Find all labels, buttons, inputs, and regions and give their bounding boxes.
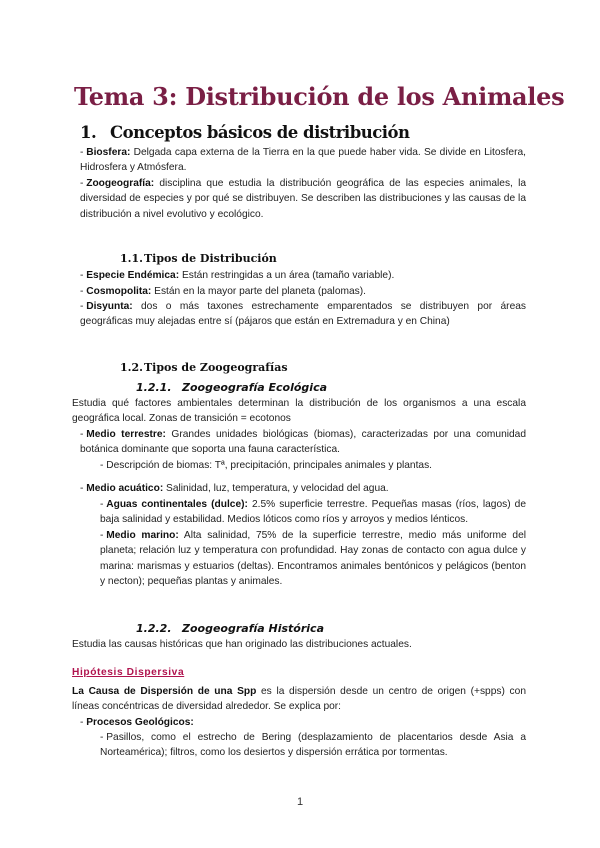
- medio-marino-subitem: - Medio marino: Alta salinidad, 75% de la superficie terrestre, medio más uniforme del planeta; relación luz y temperatura con profundidad. Hay zonas de contacto con agua dulce y marina: marismas y estuarios (deltas). Encontramos animales bentónicos y pelágicos (benton y necton); pequeñas plantas y animales.: [100, 530, 526, 587]
- section-1-2-2-heading: [136, 622, 324, 635]
- term: Medio acuático:: [86, 483, 164, 494]
- definition: Están restringidas a un área (tamaño variable).: [179, 270, 395, 281]
- term: Aguas continentales (dulce):: [106, 499, 248, 510]
- term: Disyunta:: [86, 301, 133, 312]
- definition: disciplina que estudia la distribución geográfica de las especies animales, la diversidad de especies y por qué se distribuyen. Se describen las distribuciones y las causas de la distribución a nivel evolutivo y ecológico.: [80, 178, 526, 220]
- biomas-subitem: - Descripción de biomas: Tª, precipitación, principales animales y plantas.: [100, 460, 433, 471]
- medio-acuatico-item: - Medio acuático: Salinidad, luz, temperatura, y velocidad del agua.: [80, 483, 389, 494]
- section-number: 1.2.2.: [136, 622, 172, 635]
- term: Medio terrestre:: [86, 429, 166, 440]
- aguas-continentales-subitem: - Aguas continentales (dulce): 2.5% superficie terrestre. Pequeñas masas (ríos, lagos) de baja salinidad y estabilidad. Medios lóticos como ríos y arroyos y medios lénticos.: [100, 499, 526, 526]
- term: Especie Endémica:: [86, 270, 180, 281]
- section-1-2-heading: [120, 361, 288, 374]
- section-number: 1.2.: [120, 361, 143, 374]
- page-number: 1: [296, 796, 304, 808]
- section-1-2-1-heading: [136, 381, 327, 394]
- page-title: Tema 3: Distribución de los Animales: [74, 82, 565, 111]
- definition: es la dispersión desde un centro de origen (+spps) con líneas concéntricas de diversidad alrededor. Se explica por:: [72, 686, 526, 713]
- hipotesis-dispersiva-heading: Hipótesis Dispersiva: [72, 667, 185, 678]
- cosmopolita-item: - Cosmopolita: Están en la mayor parte del planeta (palomas).: [80, 286, 366, 297]
- definition: dos o más taxones estrechamente emparentados se distribuyen por áreas geográficas muy alejadas entre sí (pájaros que están en Extremadura y en China): [80, 301, 526, 328]
- biosfera-item: - Biosfera: Delgada capa externa de la Tierra en la que puede haber vida. Se divide en Litosfera, Hidrosfera y Atmósfera.: [80, 147, 526, 174]
- section-1-heading: [80, 123, 410, 142]
- term: Cosmopolita:: [86, 286, 152, 297]
- term: Biosfera:: [86, 147, 131, 158]
- section-1-number: 1.: [80, 123, 97, 142]
- hipotesis-lead: [72, 684, 526, 715]
- zoogeografia-item: - Zoogeografía: disciplina que estudia la distribución geográfica de las especies animales, la diversidad de especies y por qué se distribuyen. Se describen las distribuciones y las causas de la distribución a nivel evolutivo y ecológico.: [80, 178, 526, 220]
- definition: Pasillos, como el estrecho de Bering (desplazamiento de placentarios desde Asia a Norteamérica); filtros, como los desiertos y dispersión errática por tormentas.: [100, 732, 526, 759]
- section-1-title: Conceptos básicos de distribución: [110, 123, 410, 142]
- definition: Están en la mayor parte del planeta (palomas).: [151, 286, 366, 297]
- section-1-1-heading: [120, 252, 277, 265]
- definition: Grandes unidades biológicas (biomas), caracterizadas por una comunidad botánica dominante que soporta una fauna característica.: [80, 429, 527, 456]
- section-title: Zoogeografía Histórica: [182, 622, 324, 635]
- section-title: Tipos de Zoogeografías: [144, 361, 288, 374]
- pasillos-subitem: - Pasillos, como el estrecho de Bering (desplazamiento de placentarios desde Asia a Norteamérica); filtros, como los desiertos y dispersión errática por tormentas.: [100, 732, 526, 759]
- definition: Alta salinidad, 75% de la superficie terrestre, medio más uniforme del planeta; relación luz y temperatura con profundidad. Hay zonas de contacto con agua dulce y marina: marismas y estuarios (deltas). Encontramos animales bentónicos y pelágicos (benton y necton); pequeñas plantas y animales.: [100, 530, 526, 587]
- endemica-item: - Especie Endémica: Están restringidas a un área (tamaño variable).: [80, 270, 395, 281]
- disyunta-item: - Disyunta: dos o más taxones estrechamente emparentados se distribuyen por áreas geográficas muy alejadas entre sí (pájaros que están en Extremadura y en China): [80, 301, 526, 328]
- definition: Descripción de biomas: Tª, precipitación, principales animales y plantas.: [106, 460, 433, 471]
- historica-intro: Estudia las causas históricas que han originado las distribuciones actuales.: [72, 639, 412, 650]
- term: Zoogeografía:: [86, 178, 155, 189]
- definition: 2.5% superficie terrestre. Pequeñas masas (ríos, lagos) de baja salinidad y estabilidad. Medios lóticos como ríos y arroyos y medios lénticos.: [100, 499, 526, 526]
- section-number: 1.1.: [120, 252, 143, 265]
- medio-terrestre-item: - Medio terrestre: Grandes unidades biológicas (biomas), caracterizadas por una comunidad botánica dominante que soporta una fauna característica.: [80, 429, 527, 456]
- section-number: 1.2.1.: [136, 381, 172, 394]
- term: La Causa de Dispersión de una Spp: [72, 686, 257, 697]
- procesos-geologicos-item: - Procesos Geológicos:: [80, 717, 194, 728]
- section-title: Tipos de Distribución: [144, 252, 277, 265]
- term: Procesos Geológicos:: [86, 717, 194, 728]
- section-title: Zoogeografía Ecológica: [182, 381, 328, 394]
- definition: Delgada capa externa de la Tierra en la que puede haber vida. Se divide en Litosfera, Hidrosfera y Atmósfera.: [80, 147, 526, 174]
- definition: Salinidad, luz, temperatura, y velocidad del agua.: [163, 483, 389, 494]
- term: Medio marino:: [106, 530, 179, 541]
- ecologica-intro: Estudia qué factores ambientales determinan la distribución de los organismos a una escala geográfica local. Zonas de transición = ecotonos: [72, 398, 526, 425]
